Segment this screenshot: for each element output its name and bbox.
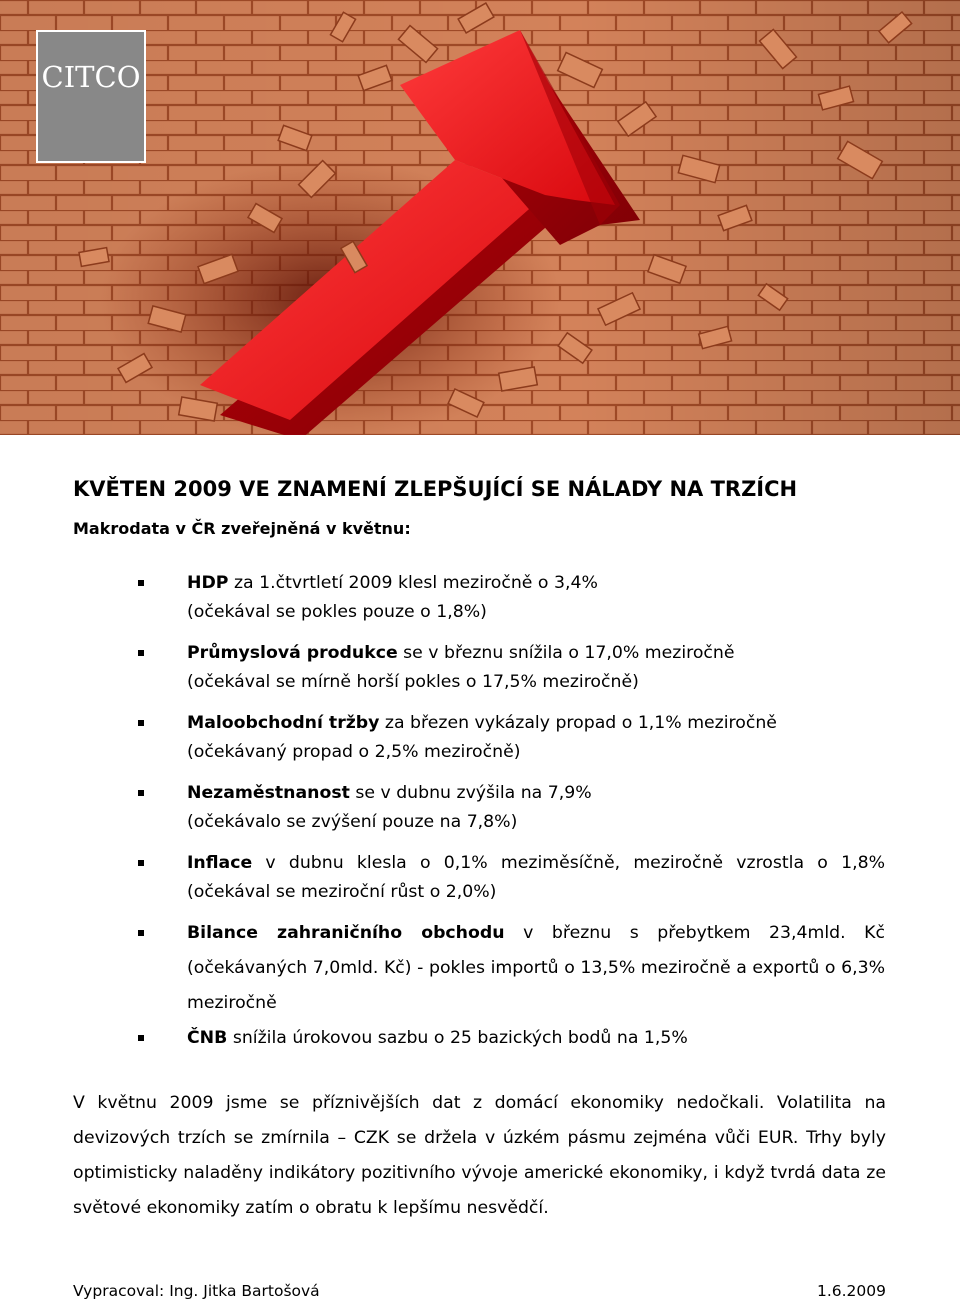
bullet-marker-icon — [138, 860, 144, 866]
list-item-label: HDP — [187, 573, 229, 593]
bullet-marker-icon — [138, 650, 144, 656]
paragraph-line: světové ekonomiky zatím o obratu k lepšímu nesvědčí. — [73, 1198, 549, 1218]
paragraph-line: devizových trzích se zmírnila – CZK se držela v úzkém pásmu zejména vůči EUR. Trhy byly — [73, 1128, 886, 1148]
list-item-expectation: (očekávaných 7,0mld. Kč) - pokles importů o 13,5% meziročně a exportů o 6,3% — [187, 958, 885, 978]
bullet-marker-icon — [138, 1035, 144, 1041]
paragraph-line: optimisticky naladěny indikátory pozitivního vývoje americké ekonomiky, i když tvrdá data ze — [73, 1163, 886, 1183]
hero-image — [0, 0, 960, 435]
logo-text: CITCO — [41, 60, 141, 94]
section-subtitle: Makrodata v ČR zveřejněná v květnu: — [73, 519, 411, 538]
list-item-text: snížila úrokovou sazbu o 25 bazických bodů na 1,5% — [227, 1028, 688, 1048]
list-item-line — [187, 780, 885, 806]
footer-author: Vypracoval: Ing. Jitka Bartošová — [73, 1282, 320, 1300]
list-item-line — [187, 1025, 885, 1051]
list-item-label: Bilance zahraničního obchodu — [187, 923, 505, 943]
bullet-marker-icon — [138, 790, 144, 796]
page-title: KVĚTEN 2009 VE ZNAMENÍ ZLEPŠUJÍCÍ SE NÁLADY NA TRZÍCH — [73, 477, 798, 501]
list-item-line — [187, 570, 885, 596]
bullet-marker-icon — [138, 580, 144, 586]
paragraph-line: V květnu 2009 jsme se příznivějších dat z domácí ekonomiky nedočkali. Volatilita na — [73, 1093, 886, 1113]
bullet-marker-icon — [138, 720, 144, 726]
list-item-line — [187, 920, 885, 946]
list-item-label: Nezaměstnanost — [187, 783, 350, 803]
list-item-expectation: (očekával se mírně horší pokles o 17,5% meziročně) — [187, 672, 639, 692]
list-item-label: Maloobchodní tržby — [187, 713, 380, 733]
list-item-expectation: (očekával se pokles pouze o 1,8%) — [187, 602, 487, 622]
list-item-continuation: meziročně — [187, 993, 277, 1013]
list-item-line — [187, 710, 885, 736]
list-item-text: se v dubnu zvýšila na 7,9% — [349, 783, 592, 803]
list-item-text: v dubnu klesla o 0,1% meziměsíčně, meziročně vzrostla o 1,8% — [252, 853, 885, 873]
bullet-marker-icon — [138, 930, 144, 936]
list-item-text: za březen vykázaly propad o 1,1% meziročně — [379, 713, 777, 733]
list-item-expectation: (očekávaný propad o 2,5% meziročně) — [187, 742, 521, 762]
footer-date: 1.6.2009 — [816, 1282, 886, 1300]
list-item-expectation: (očekávalo se zvýšení pouze na 7,8%) — [187, 812, 518, 832]
list-item-expectation: (očekával se meziroční růst o 2,0%) — [187, 882, 497, 902]
list-item-line — [187, 640, 885, 666]
list-item-text: v březnu s přebytkem 23,4mld. Kč — [504, 923, 885, 943]
list-item-label: Průmyslová produkce — [187, 643, 398, 663]
list-item-label: ČNB — [187, 1028, 228, 1048]
list-item-label: Inflace — [187, 853, 253, 873]
list-item-text: se v březnu snížila o 17,0% meziročně — [397, 643, 735, 663]
list-item-text: za 1.čtvrtletí 2009 klesl meziročně o 3,4% — [228, 573, 598, 593]
list-item-line — [187, 850, 885, 876]
company-logo — [36, 30, 146, 163]
